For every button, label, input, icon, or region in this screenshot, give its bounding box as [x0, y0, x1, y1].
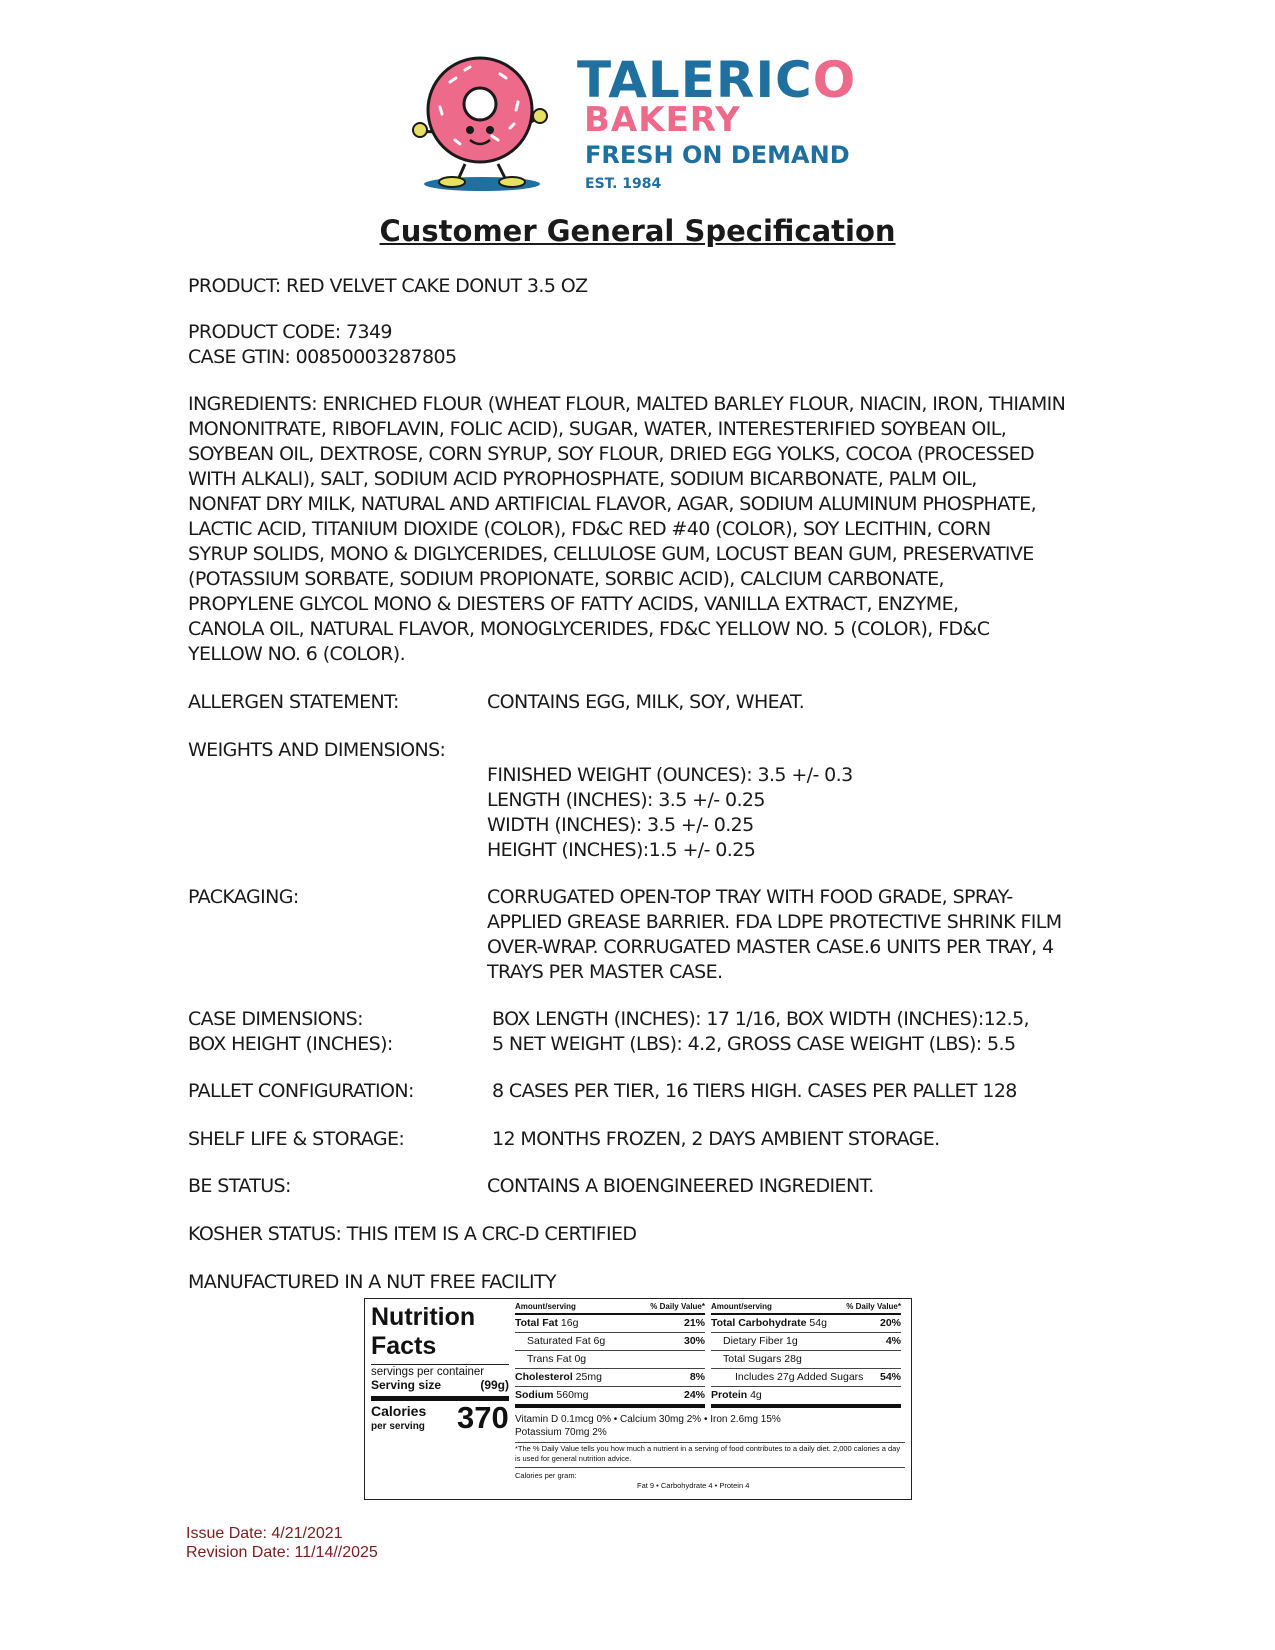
case-gtin: CASE GTIN: 00850003287805 — [188, 346, 457, 368]
nutrition-facts-panel — [364, 1298, 912, 1500]
nutrient-column-left: Amount/serving % Daily Value* Total Fat 16g 21% Saturated Fat 6g 30% Trans Fat 0g Cholesterol 25mg 8% Sodium 560mg 24% — [515, 1302, 705, 1408]
donut-mascot-icon — [410, 52, 570, 202]
weights-line: HEIGHT (INCHES):1.5 +/- 0.25 — [487, 839, 756, 861]
weights-label: WEIGHTS AND DIMENSIONS: — [188, 739, 446, 761]
shelf-life-label: SHELF LIFE & STORAGE: — [188, 1128, 405, 1150]
ingredients-line: CANOLA OIL, NATURAL FLAVOR, MONOGLYCERIDES, FD&C YELLOW NO. 5 (COLOR), FD&C — [188, 618, 990, 640]
brand-established: EST. 1984 — [585, 176, 662, 192]
nutrient-row: Total Carbohydrate 54g 20% — [711, 1315, 901, 1333]
calories-value: 370 — [457, 1400, 509, 1435]
page-title: Customer General Specification — [379, 214, 896, 248]
nutrient-row: Protein 4g — [711, 1387, 901, 1408]
ingredients-line: MONONITRATE, RIBOFLAVIN, FOLIC ACID), SUGAR, WATER, INTERESTERIFIED SOYBEAN OIL, — [188, 418, 1007, 440]
nutrient-row: Includes 27g Added Sugars 54% — [711, 1369, 901, 1387]
case-dimensions-line: BOX LENGTH (INCHES): 17 1/16, BOX WIDTH (INCHES):12.5, — [492, 1008, 1029, 1030]
servings-per-container: servings per container — [371, 1364, 509, 1378]
packaging-line: TRAYS PER MASTER CASE. — [487, 961, 723, 983]
ingredients-line: PROPYLENE GLYCOL MONO & DIESTERS OF FATTY ACIDS, VANILLA EXTRACT, ENZYME, — [188, 593, 959, 615]
case-dimensions-label: CASE DIMENSIONS: — [188, 1008, 363, 1030]
nutrient-row: Total Fat 16g 21% — [515, 1315, 705, 1333]
vitamins-minerals: Vitamin D 0.1mcg 0% • Calcium 30mg 2% • Iron 2.6mg 15% Potassium 70mg 2% — [515, 1413, 905, 1443]
ingredients-line: SOYBEAN OIL, DEXTROSE, CORN SYRUP, SOY FLOUR, DRIED EGG YOLKS, COCOA (PROCESSED — [188, 443, 1035, 465]
nut-free-statement: MANUFACTURED IN A NUT FREE FACILITY — [188, 1271, 556, 1293]
ingredients-line: NONFAT DRY MILK, NATURAL AND ARTIFICIAL FLAVOR, AGAR, SODIUM ALUMINUM PHOSPHATE, — [188, 493, 1037, 515]
nutrient-row: Trans Fat 0g — [515, 1351, 705, 1369]
box-height-label: BOX HEIGHT (INCHES): — [188, 1033, 393, 1055]
shelf-life-value: 12 MONTHS FROZEN, 2 DAYS AMBIENT STORAGE. — [492, 1128, 940, 1150]
ingredients-line: SYRUP SOLIDS, MONO & DIGLYCERIDES, CELLULOSE GUM, LOCUST BEAN GUM, PRESERVATIVE — [188, 543, 1034, 565]
ingredients-line: (POTASSIUM SORBATE, SODIUM PROPIONATE, SORBIC ACID), CALCIUM CARBONATE, — [188, 568, 944, 590]
packaging-line: CORRUGATED OPEN-TOP TRAY WITH FOOD GRADE, SPRAY- — [487, 886, 1013, 908]
nutrient-row: Cholesterol 25mg 8% — [515, 1369, 705, 1387]
calories-per-gram: Calories per gram: Fat 9 • Carbohydrate 4 • Protein 4 — [515, 1471, 750, 1490]
allergen-label: ALLERGEN STATEMENT: — [188, 691, 399, 713]
allergen-value: CONTAINS EGG, MILK, SOY, WHEAT. — [487, 691, 805, 713]
ingredients-line: WITH ALKALI), SALT, SODIUM ACID PYROPHOSPHATE, SODIUM BICARBONATE, PALM OIL, — [188, 468, 977, 490]
ingredients-line: INGREDIENTS: ENRICHED FLOUR (WHEAT FLOUR, MALTED BARLEY FLOUR, NIACIN, IRON, THIAMIN — [188, 393, 1066, 415]
case-dimensions-line: 5 NET WEIGHT (LBS): 4.2, GROSS CASE WEIGHT (LBS): 5.5 — [492, 1033, 1016, 1055]
nutrient-row: Dietary Fiber 1g 4% — [711, 1333, 901, 1351]
nutrition-title: Nutrition Facts — [371, 1303, 476, 1360]
nutrient-row: Saturated Fat 6g 30% — [515, 1333, 705, 1351]
nutrient-column-right: Amount/serving % Daily Value* Total Carbohydrate 54g 20% Dietary Fiber 1g 4% Total Sugars 28g Includes 27g Added Sugars 54% Protein 4g — [711, 1302, 901, 1408]
brand-bakery: BAKERY — [584, 100, 741, 140]
be-status-value: CONTAINS A BIOENGINEERED INGREDIENT. — [487, 1175, 874, 1197]
revision-date: Revision Date: 11/14//2025 — [186, 1544, 378, 1561]
nutrient-row: Total Sugars 28g — [711, 1351, 901, 1369]
ingredients-line: YELLOW NO. 6 (COLOR). — [188, 643, 406, 665]
packaging-line: OVER-WRAP. CORRUGATED MASTER CASE.6 UNITS PER TRAY, 4 — [487, 936, 1054, 958]
nutrient-row: Sodium 560mg 24% — [515, 1387, 705, 1408]
product-code: PRODUCT CODE: 7349 — [188, 321, 392, 343]
pallet-value: 8 CASES PER TIER, 16 TIERS HIGH. CASES PER PALLET 128 — [492, 1080, 1017, 1102]
issue-date: Issue Date: 4/21/2021 — [186, 1525, 343, 1542]
brand-name: TALERICO — [577, 51, 857, 109]
serving-size: Serving size (99g) — [371, 1378, 509, 1401]
packaging-line: APPLIED GREASE BARRIER. FDA LDPE PROTECTIVE SHRINK FILM — [487, 911, 1062, 933]
kosher-status: KOSHER STATUS: THIS ITEM IS A CRC-D CERTIFIED — [188, 1223, 637, 1245]
calories-label: Calories per serving — [371, 1403, 427, 1432]
ingredients-line: LACTIC ACID, TITANIUM DIOXIDE (COLOR), FD&C RED #40 (COLOR), SOY LECITHIN, CORN — [188, 518, 991, 540]
weights-line: FINISHED WEIGHT (OUNCES): 3.5 +/- 0.3 — [487, 764, 853, 786]
brand-tagline: FRESH ON DEMAND — [585, 141, 850, 169]
daily-value-footnote: *The % Daily Value tells you how much a nutrient in a serving of food contributes to a daily diet. 2,000 calories a day is used for general nutrition advice. — [515, 1444, 905, 1468]
pallet-label: PALLET CONFIGURATION: — [188, 1080, 414, 1102]
packaging-label: PACKAGING: — [188, 886, 299, 908]
product-line: PRODUCT: RED VELVET CAKE DONUT 3.5 OZ — [188, 275, 588, 297]
weights-line: LENGTH (INCHES): 3.5 +/- 0.25 — [487, 789, 765, 811]
be-status-label: BE STATUS: — [188, 1175, 291, 1197]
weights-line: WIDTH (INCHES): 3.5 +/- 0.25 — [487, 814, 754, 836]
